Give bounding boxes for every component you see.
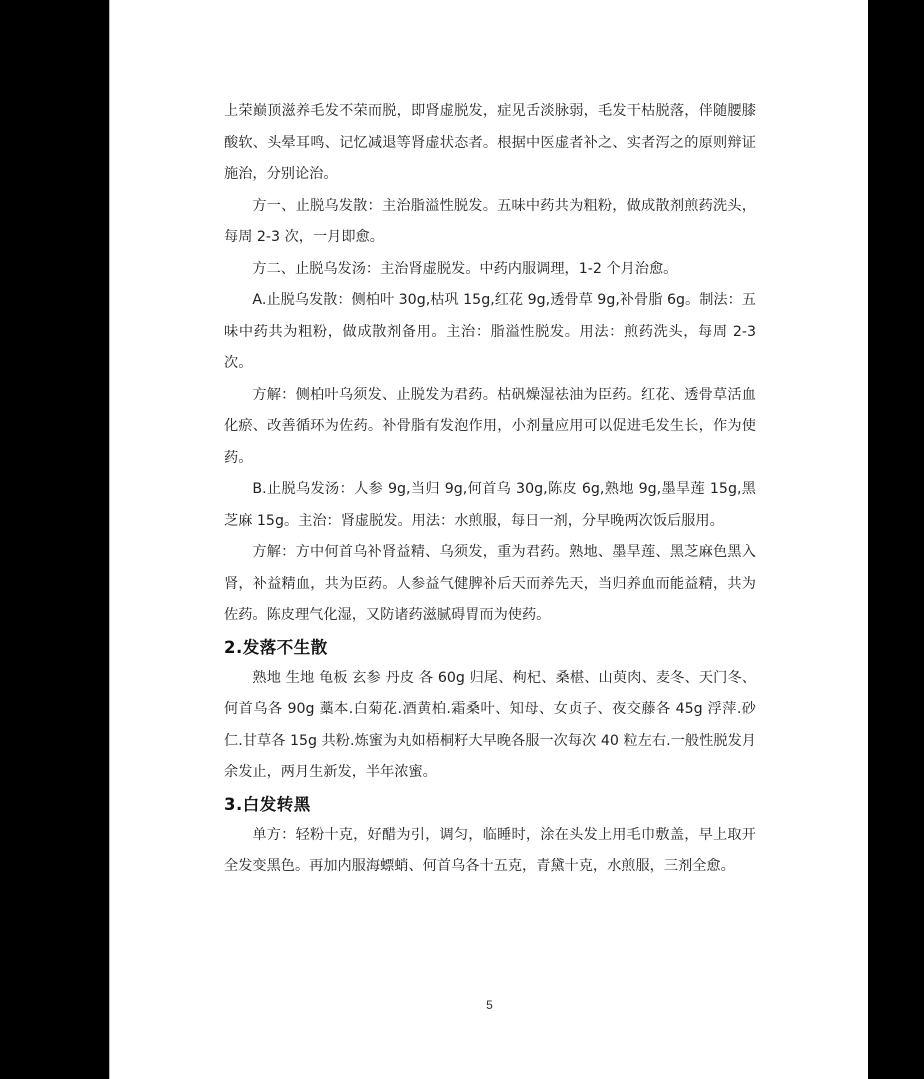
paragraph-formula-b: B.止脱乌发汤：人参 9g,当归 9g,何首乌 30g,陈皮 6g,熟地 9g,墨旱莲 15g,黑芝麻 15g。主治：肾虚脱发。用法：水煎服，每日一剂，分早晚两次饭后服用。 [224, 481, 756, 529]
paragraph-explanation-a: 方解：侧柏叶乌须发、止脱发为君药。枯矾燥湿祛油为臣药。红花、透骨草活血化瘀、改善循环为佐药。补骨脂有发泡作用，小剂量应用可以促进毛发生长，作为使药。 [224, 386, 756, 466]
page-content [224, 96, 756, 883]
section-heading-3: 3.白发转黑 [224, 794, 311, 814]
paragraph-recipe-two: 方二、止脱乌发汤：主治肾虚脱发。中药内服调理，1-2 个月治愈。 [252, 260, 678, 277]
section-heading-2: 2.发落不生散 [224, 637, 328, 657]
paragraph-section-3-body: 单方：轻粉十克，好醋为引，调匀，临睡时，涂在头发上用毛巾敷盖，早上取开全发变黑色。再加内服海螵蛸、何首乌各十五克，青黛十克，水煎服，三剂全愈。 [224, 826, 756, 874]
page-number: 5 [486, 998, 493, 1012]
document-page [109, 0, 868, 1079]
paragraph-formula-a: A.止脱乌发散：侧柏叶 30g,枯巩 15g,红花 9g,透骨草 9g,补骨脂 6g。制法：五味中药共为粗粉，做成散剂备用。主治：脂溢性脱发。用法：煎药洗头，每周 2-3 次。 [224, 292, 756, 371]
paragraph-explanation-b: 方解：方中何首乌补肾益精、乌须发，重为君药。熟地、墨旱莲、黑芝麻色黑入肾，补益精血，共为臣药。人参益气健脾补后天而养先天，当归养血而能益精，共为佐药。陈皮理气化湿，又防诸药滋腻碍胃而为使药。 [224, 544, 756, 623]
paragraph-section-2-body: 熟地 生地 龟板 玄参 丹皮 各 60g 归尾、枸杞、桑椹、山萸肉、麦冬、天门冬、何首乌各 90g 藁本.白菊花.酒黄柏.霜桑叶、知母、女贞子、夜交藤各 45g 浮萍.砂仁.甘草各 15g 共粉.炼蜜为丸如梧桐籽大早晚各服一次每次 40 粒左右.一般性脱发月余发止，两月生新发，半年浓蜜。 [224, 669, 756, 780]
paragraph-intro: 上荣巅顶滋养毛发不荣而脱，即肾虚脱发，症见舌淡脉弱，毛发干枯脱落，伴随腰膝酸软、头晕耳鸣、记忆减退等肾虚状态者。根据中医虚者补之、实者泻之的原则辩证施治，分别论治。 [224, 103, 756, 182]
paragraph-recipe-one: 方一、止脱乌发散：主治脂溢性脱发。五味中药共为粗粉，做成散剂煎药洗头，每周 2-3 次，一月即愈。 [224, 197, 756, 245]
